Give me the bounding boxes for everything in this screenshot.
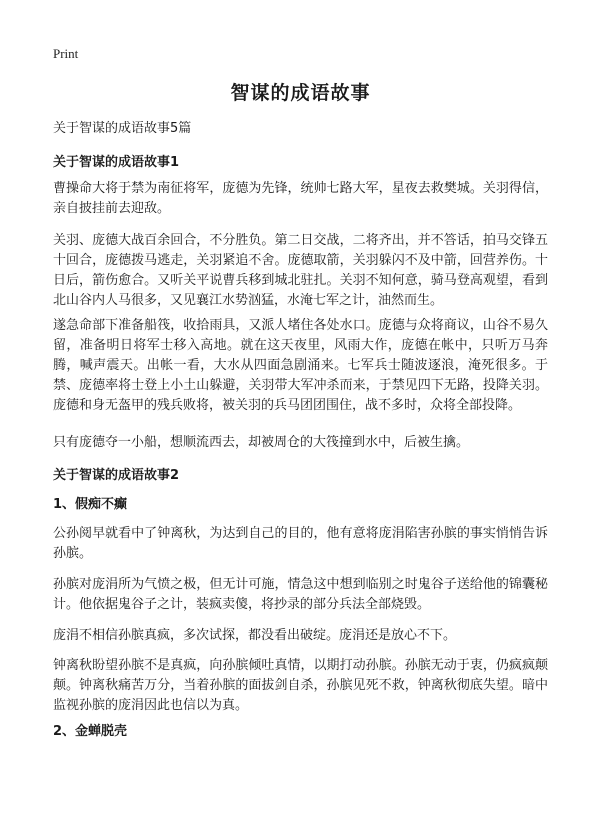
subtitle: 关于智谋的成语故事5篇 bbox=[53, 121, 192, 136]
section-2-heading: 关于智谋的成语故事2 bbox=[53, 468, 180, 483]
print-link[interactable]: Print bbox=[53, 46, 79, 61]
section-1-heading: 关于智谋的成语故事1 bbox=[53, 155, 180, 170]
section-2-paragraph: 钟离秋盼望孙膑不是真疯，向孙膑倾吐真情，以期打动孙膑。孙膑无动于衷，仍疯疯颠颠。钟离秋痛苦万分，当着孙膑的面拔剑自杀，孙膑见死不救，钟离秋彻底失望。暗中监视孙膑的庞涓因此也信以为真。 bbox=[53, 658, 548, 713]
section-2-paragraph: 庞涓不相信孙膑真疯，多次试探，都没看出破绽。庞涓还是放心不下。 bbox=[53, 628, 457, 643]
section-2-paragraph: 孙膑对庞涓所为气愤之极，但无计可施，情急这中想到临别之时鬼谷子送给他的锦囊秘计。他依据鬼谷子之计，装疯卖傻，将抄录的部分兵法全部烧毁。 bbox=[53, 577, 548, 612]
section-2-paragraph: 公孙阅早就看中了钟离秋，为达到自己的目的，他有意将庞涓陷害孙膑的事实悄悄告诉孙膑。 bbox=[53, 526, 548, 561]
section-2-subheading-2: 2、金蝉脱壳 bbox=[53, 724, 128, 739]
section-2-subheading-1: 1、假痴不癫 bbox=[53, 497, 128, 512]
section-1-paragraph: 遂急命部下准备船筏，收拾雨具，又派人堵住各处水口。庞德与众将商议，山谷不易久留，准备明日将军士移入高地。就在这天夜里，风雨大作，庞德在帐中，只听万马奔腾，喊声震天。出帐一看，大水从四面急剧涌来。七军兵士随波逐浪，淹死很多。于禁、庞德率将士登上小土山躲避，关羽带大军冲杀而来，于禁见四下无路，投降关羽。庞德和身无盔甲的残兵败将，被关羽的兵马团团围住，战不多时，众将全部投降。 bbox=[53, 318, 548, 413]
section-1-paragraph: 曹操命大将于禁为南征将军，庞德为先锋，统帅七路大军，星夜去救樊城。关羽得信，亲自披挂前去迎敌。 bbox=[53, 181, 548, 216]
page-title: 智谋的成语故事 bbox=[230, 82, 371, 104]
section-1-paragraph: 关羽、庞德大战百余回合，不分胜负。第二日交战，二将齐出，并不答话，拍马交锋五十回合，庞德拨马逃走，关羽紧追不舍。庞德取箭，关羽躲闪不及中箭，回营养伤。十日后，箭伤愈合。又听关平说曹兵移到城北驻扎。关羽不知何意，骑马登高观望，看到北山谷内人马很多，又见襄江水势汹猛，水淹七军之计，油然而生。 bbox=[53, 233, 548, 308]
section-1-paragraph: 只有庞德夺一小船，想顺流西去，却被周仓的大筏撞到水中，后被生擒。 bbox=[53, 435, 470, 450]
